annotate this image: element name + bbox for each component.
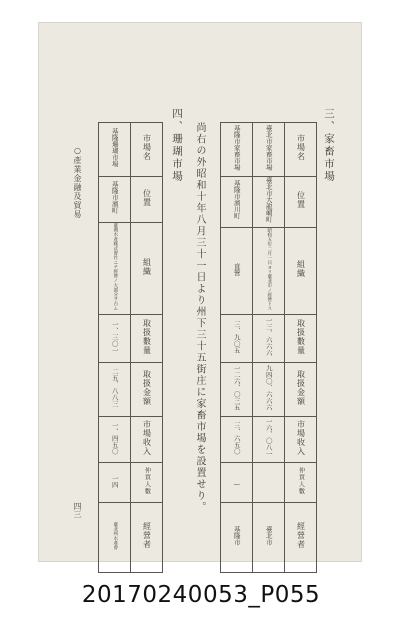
table-cell: 一、三〇一 xyxy=(99,315,131,363)
section-heading-coral: 四、珊瑚市場 xyxy=(171,108,183,183)
coral-market-table xyxy=(98,122,163,573)
table-header: 取扱數量 xyxy=(285,315,317,363)
table-cell: 直營 xyxy=(221,227,253,315)
table-cell: 三、六五〇 xyxy=(221,417,253,463)
table-cell: 基隆市家畜市場 xyxy=(221,123,253,177)
table-header: 取扱金額 xyxy=(131,363,163,417)
table-cell: 三、九〇五 xyxy=(221,315,253,363)
table-header: 市場收入 xyxy=(131,417,163,463)
table-cell: 臺北市 xyxy=(253,503,285,573)
table-header: 市場名 xyxy=(131,123,163,177)
table-header: 組織 xyxy=(285,227,317,315)
table-cell: 臺灣水產株式會社ニテ經營ノ大部分ヲ占ム xyxy=(99,223,131,315)
table-header: 位置 xyxy=(285,177,317,228)
table-header: 組織 xyxy=(131,223,163,315)
table-cell: 九四〇、六六六 xyxy=(253,363,285,417)
table-cell: 一四 xyxy=(99,463,131,503)
table-cell: 臺北市大龍峒町 xyxy=(253,177,285,228)
table-header: 位置 xyxy=(131,177,163,223)
page-number: 四三 xyxy=(73,502,82,518)
table-cell: 臺北市家畜市場 xyxy=(253,123,285,177)
table-cell: 一三、六六六 xyxy=(253,315,285,363)
table-header: 仲買人數 xyxy=(285,463,317,503)
section-heading-livestock: 三、家畜市場 xyxy=(323,108,335,183)
table-cell: 基隆市濱町 xyxy=(99,177,131,223)
table-cell: 一、四五〇 xyxy=(99,417,131,463)
table-cell: 一二六、〇三五 xyxy=(221,363,253,417)
table-cell: 二五、八八三 xyxy=(99,363,131,417)
table-cell xyxy=(253,463,285,503)
table-header: 市場名 xyxy=(285,123,317,177)
livestock-market-table xyxy=(220,122,317,573)
table-cell: 一六、〇八一 xyxy=(253,417,285,463)
table-header: 市場收入 xyxy=(285,417,317,463)
table-header: 經營者 xyxy=(131,503,163,573)
table-cell: 昭和五年二月一日ヨリ臺北市ノ經營トス xyxy=(253,227,285,315)
table-cell: 基隆市濱川町 xyxy=(221,177,253,228)
table-header: 取扱數量 xyxy=(131,315,163,363)
document-page xyxy=(38,22,362,562)
table-cell: 基隆珊瑚市場 xyxy=(99,123,131,177)
notice-text: 尚右の外昭和十年八月三十一日より州下三十五街庄に家畜市場を設置せり。 xyxy=(194,122,205,513)
running-footer: ○產業金融及貿易 xyxy=(73,146,82,219)
table-header: 取扱金額 xyxy=(285,363,317,417)
table-cell: 臺北州水產會 xyxy=(99,503,131,573)
table-header: 仲買人數 xyxy=(131,463,163,503)
image-caption: 20170240053_P055 xyxy=(81,582,321,608)
table-cell: — xyxy=(221,463,253,503)
table-cell: 基隆市 xyxy=(221,503,253,573)
table-header: 經營者 xyxy=(285,503,317,573)
